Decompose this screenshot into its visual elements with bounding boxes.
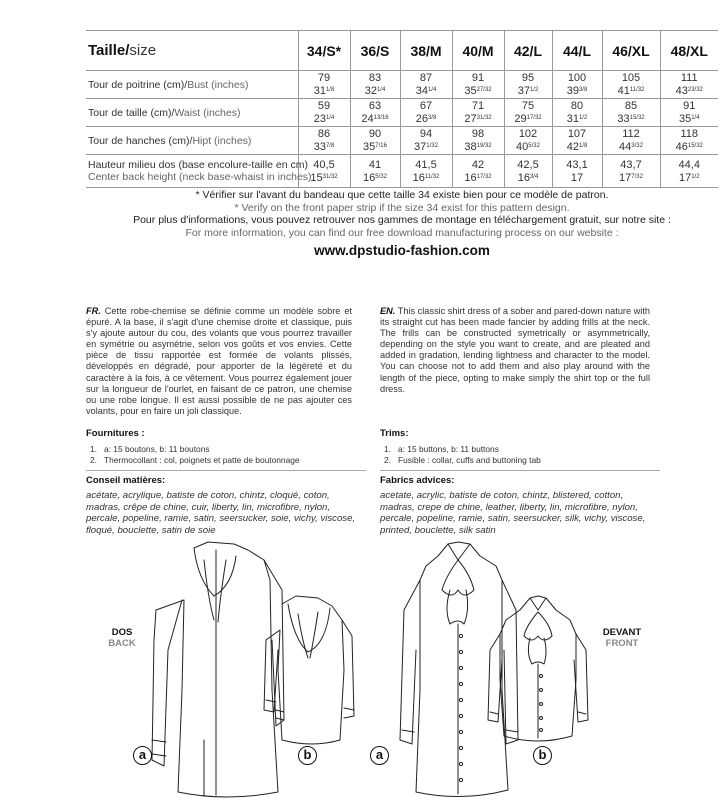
fabrics-title-en: Fabrics advices: xyxy=(380,475,455,486)
supplies-title-fr: Fournitures : xyxy=(86,428,145,439)
measure-cell xyxy=(350,127,400,155)
measure-inches-whole: 46 xyxy=(675,141,688,153)
garment-illustrations xyxy=(86,540,720,810)
note-size-34-fr: * Vérifier sur l'avant du bandeau que cette taille 34 existe bien pour ce modèle de patron. xyxy=(195,189,609,201)
measure-label xyxy=(86,71,298,99)
measure-inches-fraction: 1/32 xyxy=(426,143,438,149)
measure-inches xyxy=(453,140,504,153)
measure-cell xyxy=(298,71,350,99)
divider xyxy=(86,470,366,471)
measure-inches-fraction: 13/16 xyxy=(373,115,389,121)
size-col-2: 38/M xyxy=(400,31,452,71)
measure-inches xyxy=(401,84,452,97)
measure-cm: 105 xyxy=(621,72,641,84)
measure-inches xyxy=(401,140,452,153)
measure-cell xyxy=(504,127,552,155)
measure-inches-whole: 37 xyxy=(414,141,427,153)
measure-inches xyxy=(453,84,504,97)
back-shirt-drawing xyxy=(264,596,354,744)
measure-inches-fraction: 7/16 xyxy=(375,143,387,149)
front-shirt-buttons xyxy=(540,675,543,732)
measure-cell xyxy=(660,99,718,127)
measure-cm: 98 xyxy=(471,128,485,140)
measure-cell xyxy=(350,71,400,99)
measure-cell xyxy=(552,71,602,99)
measure-inches-whole: 26 xyxy=(415,113,428,125)
measure-label-en: Center back height (neck base-whaist in inches) xyxy=(88,171,312,183)
measure-inches-fraction: 17/32 xyxy=(476,173,492,180)
measure-cell xyxy=(552,99,602,127)
measure-inches-fraction: 23/32 xyxy=(687,87,703,93)
measure-cm: 75 xyxy=(521,100,535,112)
measure-cm: 112 xyxy=(622,128,640,140)
measure-inches-whole: 33 xyxy=(617,113,630,125)
measure-inches-whole: 17 xyxy=(619,171,632,184)
measure-inches xyxy=(351,171,400,184)
measure-row xyxy=(86,71,718,99)
measure-inches xyxy=(299,112,350,125)
measure-cm: 85 xyxy=(624,100,638,112)
list-item xyxy=(384,455,541,466)
measure-cell xyxy=(298,99,350,127)
measure-cell xyxy=(504,71,552,99)
measure-cm: 118 xyxy=(680,128,699,140)
measure-label-fr: Hauteur milieu dos (base encolure-taille en cm) xyxy=(88,159,309,171)
description-fr-tag: FR. xyxy=(86,306,101,316)
measure-label-fr: Tour de hanches (cm)/ xyxy=(88,134,193,147)
measure-inches-whole: 37 xyxy=(517,85,530,97)
measure-inches xyxy=(401,171,452,184)
view-badge-b-front: b xyxy=(533,746,552,765)
size-header-label xyxy=(86,31,298,71)
size-col-3: 40/M xyxy=(452,31,504,71)
description-en xyxy=(380,306,650,395)
measure-cm: 107 xyxy=(567,128,587,140)
list-item xyxy=(90,455,300,466)
measure-cell xyxy=(504,155,552,188)
measure-inches xyxy=(505,112,552,125)
list-item-number: 2. xyxy=(90,454,97,465)
measure-inches-whole: 44 xyxy=(619,141,632,153)
measure-inches xyxy=(453,112,504,125)
measure-label xyxy=(86,99,298,127)
measure-inches-whole: 23 xyxy=(313,113,326,125)
size-header-row xyxy=(86,31,718,71)
measure-inches-fraction: 11/32 xyxy=(424,173,440,180)
view-badge-a-back: a xyxy=(133,746,152,765)
list-item-text: Thermocollant : col, poignets et patte de boutonnage xyxy=(104,454,300,465)
size-header-fr: Taille/ xyxy=(88,42,130,59)
measure-cm: 95 xyxy=(521,72,535,84)
measure-cm: 44,4 xyxy=(678,158,700,171)
measure-inches-fraction: 1/8 xyxy=(578,143,588,149)
list-item-number: 1. xyxy=(90,444,97,454)
measure-inches-whole: 39 xyxy=(566,85,579,97)
measure-cell xyxy=(552,155,602,188)
measure-inches-whole: 31 xyxy=(566,113,579,125)
measure-cell xyxy=(602,155,660,188)
measure-cm: 111 xyxy=(680,72,698,84)
measure-cm: 59 xyxy=(317,100,331,112)
measure-cm: 67 xyxy=(419,100,433,112)
measure-inches-whole: 31 xyxy=(313,85,326,97)
measure-cell xyxy=(400,155,452,188)
measure-cell xyxy=(452,155,504,188)
measure-inches-fraction: 5/32 xyxy=(375,173,387,180)
measure-inches-fraction: 27/32 xyxy=(476,87,492,93)
measure-inches xyxy=(505,171,552,184)
measure-cell xyxy=(400,127,452,155)
measure-cm: 42 xyxy=(471,158,485,171)
measure-cm: 79 xyxy=(317,72,331,84)
measure-inches-fraction: 7/8 xyxy=(325,143,335,149)
measure-inches-whole: 17 xyxy=(678,171,692,184)
supplies-list-fr xyxy=(90,444,300,465)
measure-cm: 80 xyxy=(570,100,584,112)
measure-inches-whole: 16 xyxy=(517,171,530,184)
measure-inches-whole: 41 xyxy=(617,85,630,97)
measure-inches-whole: 27 xyxy=(464,113,477,125)
measure-label xyxy=(86,155,312,188)
size-table xyxy=(86,30,718,188)
measure-cell xyxy=(602,127,660,155)
measure-inches-fraction: 1/8 xyxy=(325,87,335,93)
measure-inches-fraction: 3/32 xyxy=(631,143,643,149)
measure-inches-whole: 16 xyxy=(464,171,477,184)
measure-inches-whole: 33 xyxy=(313,141,326,153)
measure-inches-whole: 34 xyxy=(415,85,428,97)
measure-cm: 71 xyxy=(471,100,485,112)
measure-cm: 90 xyxy=(368,128,382,140)
measure-inches-fraction: 15/32 xyxy=(629,115,645,121)
measure-cm: 94 xyxy=(419,128,433,140)
measure-inches xyxy=(603,84,660,97)
measure-cell xyxy=(602,99,660,127)
measure-inches xyxy=(299,140,350,153)
measure-inches-whole: 29 xyxy=(514,113,527,125)
description-en-tag: EN. xyxy=(380,306,396,316)
measure-inches xyxy=(553,84,602,97)
measure-inches xyxy=(603,171,660,184)
website-link[interactable]: www.dpstudio-fashion.com xyxy=(314,243,490,258)
measure-inches-whole: 16 xyxy=(412,171,425,184)
measure-inches-fraction: 1/4 xyxy=(376,87,386,93)
measure-inches-whole: 35 xyxy=(678,113,692,125)
measure-cell xyxy=(452,71,504,99)
measure-cm: 43,1 xyxy=(566,158,588,171)
measure-row xyxy=(86,127,718,155)
measure-cm: 41 xyxy=(368,158,382,171)
measure-inches-fraction: 1/4 xyxy=(427,87,437,93)
measure-cell xyxy=(350,155,400,188)
front-shirt-drawing xyxy=(488,596,588,741)
supplies-title-en: Trims: xyxy=(380,428,409,439)
measure-cm: 91 xyxy=(683,100,696,112)
measure-inches-fraction: 15/32 xyxy=(687,143,703,149)
measure-cell xyxy=(350,99,400,127)
view-label-front-fr: DEVANT xyxy=(602,627,642,638)
list-item-text: a: 15 boutons, b: 11 boutons xyxy=(104,444,210,454)
measure-label-en: Bust (inches) xyxy=(187,78,249,91)
measure-inches-fraction: 1/2 xyxy=(578,115,588,121)
measure-inches-fraction: 3/8 xyxy=(578,87,588,93)
list-item-text: a: 15 buttons, b: 11 buttons xyxy=(398,444,499,454)
measure-inches xyxy=(453,171,504,184)
size-col-5: 44/L xyxy=(552,31,602,71)
measure-inches-fraction: 31/32 xyxy=(476,115,492,121)
measure-inches xyxy=(351,140,400,153)
measure-row xyxy=(86,155,718,188)
measure-inches xyxy=(603,140,660,153)
measure-inches xyxy=(661,112,719,125)
list-item-number: 2. xyxy=(384,454,391,465)
measure-cm: 42,5 xyxy=(517,158,539,171)
measure-cell xyxy=(660,155,718,188)
measure-inches xyxy=(553,140,602,153)
measure-label-en: Waist (inches) xyxy=(174,106,241,119)
measure-cell xyxy=(660,71,718,99)
list-item xyxy=(384,444,541,455)
back-dress-drawing xyxy=(152,542,284,797)
measure-cell xyxy=(552,127,602,155)
measure-inches-fraction: 1/2 xyxy=(691,173,700,180)
list-item-number: 1. xyxy=(384,444,391,454)
measure-inches-whole: 17 xyxy=(570,171,584,184)
note-info-fr: Pour plus d'informations, vous pouvez retrouver nos gammes de montage en téléchargement gratuit, sur notre site : xyxy=(133,214,671,226)
measure-cm: 63 xyxy=(368,100,382,112)
measure-inches-fraction: 1/4 xyxy=(691,115,700,121)
size-col-0: 34/S* xyxy=(298,31,350,71)
view-label-back xyxy=(100,627,144,649)
measure-inches-fraction: 17/32 xyxy=(526,115,542,121)
measure-inches xyxy=(299,84,350,97)
measure-cm: 86 xyxy=(317,128,331,140)
measure-inches-fraction: 7/32 xyxy=(631,173,643,180)
view-label-front xyxy=(598,627,646,649)
measure-inches-whole: 15 xyxy=(310,171,323,184)
size-col-7: 48/XL xyxy=(660,31,718,71)
fabrics-text-en: acetate, acrylic, batiste de coton, chintz, blistered, cotton, madras, crepe de chine, leather, liberty, lin, microfibre, nylon, percale, popeline, ramie, satin, seersucker, silk, vichy, viscose, printed, bouclette, silk satin xyxy=(380,490,646,536)
measure-inches xyxy=(401,112,452,125)
measure-inches xyxy=(661,84,719,97)
measure-cm: 83 xyxy=(368,72,382,84)
front-dress-buttons xyxy=(459,634,462,781)
measure-inches-whole: 42 xyxy=(566,141,579,153)
measure-inches xyxy=(661,140,719,153)
measure-inches-whole: 38 xyxy=(464,141,477,153)
measure-inches-whole: 35 xyxy=(363,141,376,153)
measure-inches-fraction: 1/4 xyxy=(325,115,335,121)
supplies-list-en xyxy=(384,444,541,465)
measure-label-en: Hipt (inches) xyxy=(192,134,252,147)
list-item-text: Fusible : collar, cuffs and buttoning tab xyxy=(398,454,541,465)
measure-cm: 87 xyxy=(419,72,433,84)
measure-inches-fraction: 19/32 xyxy=(476,143,492,149)
measure-inches-fraction: 31/32 xyxy=(322,173,338,180)
measure-cell xyxy=(400,99,452,127)
measure-cm: 43,7 xyxy=(620,158,642,171)
measure-inches xyxy=(351,84,400,97)
size-header-en: size xyxy=(129,42,157,59)
size-col-1: 36/S xyxy=(350,31,400,71)
measure-inches-fraction: 3/8 xyxy=(427,115,437,121)
view-label-front-en: FRONT xyxy=(605,638,639,649)
measure-row xyxy=(86,99,718,127)
measure-inches xyxy=(351,112,400,125)
measure-inches-whole: 43 xyxy=(675,85,688,97)
measure-inches-whole: 40 xyxy=(516,141,529,153)
note-size-34-en: * Verify on the front paper strip if the size 34 exist for this pattern design. xyxy=(234,202,570,214)
measure-cell xyxy=(452,99,504,127)
measure-cell xyxy=(298,127,350,155)
measure-inches xyxy=(505,140,552,153)
measure-cm: 100 xyxy=(567,72,587,84)
divider xyxy=(380,470,660,471)
measure-inches-fraction: 5/32 xyxy=(528,143,540,149)
measure-cell xyxy=(602,71,660,99)
measure-cm: 91 xyxy=(471,72,485,84)
measure-inches xyxy=(661,171,719,184)
fabrics-title-fr: Conseil matières: xyxy=(86,475,166,486)
measure-inches-whole: 32 xyxy=(364,85,377,97)
measure-cell xyxy=(452,127,504,155)
fabrics-text-fr: acétate, acrylique, batiste de coton, chintz, cloqué, coton, madras, crêpe de chine, cuir, liberty, lin, microfibre, nylon, percale, popeline, ramie, satin, seersucker, soie, vichy, viscose, floqué, bouclette, satin de soie xyxy=(86,490,356,536)
measure-cm: 41,5 xyxy=(415,158,437,171)
measure-cell xyxy=(660,127,718,155)
measure-inches-whole: 24 xyxy=(361,113,374,125)
description-fr xyxy=(86,306,352,417)
measure-inches-fraction: 11/32 xyxy=(629,87,645,93)
measure-cell xyxy=(400,71,452,99)
measure-label xyxy=(86,127,298,155)
measure-inches xyxy=(505,84,552,97)
measure-inches xyxy=(553,112,602,125)
size-col-4: 42/L xyxy=(504,31,552,71)
measure-inches-fraction: 1/2 xyxy=(529,87,539,93)
view-label-back-fr: DOS xyxy=(111,627,133,638)
note-info-en: For more information, you can find our free download manufacturing process on our website : xyxy=(185,227,619,239)
list-item xyxy=(90,444,300,455)
measure-inches xyxy=(603,112,660,125)
view-badge-a-front: a xyxy=(370,746,389,765)
measure-label-fr: Tour de taille (cm)/ xyxy=(88,106,175,119)
measure-inches xyxy=(553,171,602,184)
measure-cell xyxy=(504,99,552,127)
measure-label-fr: Tour de poitrine (cm)/ xyxy=(88,78,188,91)
measure-inches-whole: 35 xyxy=(464,85,477,97)
description-en-text: This classic shirt dress of a sober and pared-down nature with its straight cut has been made fancier by adding frills at the neck. The frills can be constructed symetrically or asymmetrically, depending on the style you want to create, and are pleated and added in gradation, lending lightness and character to the model. You can choose not to add them and also play around with the length of the piece, opting to make simply the shirt top or the full dress. xyxy=(380,306,650,394)
measure-inches-whole: 16 xyxy=(363,171,376,184)
measure-inches-fraction: 3/4 xyxy=(529,173,539,180)
measure-cm: 40,5 xyxy=(313,158,335,171)
view-badge-b-back: b xyxy=(298,746,317,765)
measure-cm: 102 xyxy=(518,128,538,140)
description-fr-text: Cette robe-chemise se définie comme un modèle sobre et épuré. A la base, il s'agit d'une chemise droite et classique, puis s'y ajoute autour du cou, des volants que vous pourrez travailler en symétrie ou asymétrie, selon vos goûts et vos envies. Cette pièce de tissu rapportée est formée de volants plissés, développés en dégradé, pour apporter de la légèreté et du caractère à la fois, à ce vêtement. Vous pourrez également jouer sur la longueur de l'ourlet, en faisant de ce patron, une chemise ou une robe longue. Il est aussi possible de ne pas ajouter ces volants, pour en faire un joli classique. xyxy=(86,306,352,416)
size-col-6: 46/XL xyxy=(602,31,660,71)
view-label-back-en: BACK xyxy=(108,638,136,649)
